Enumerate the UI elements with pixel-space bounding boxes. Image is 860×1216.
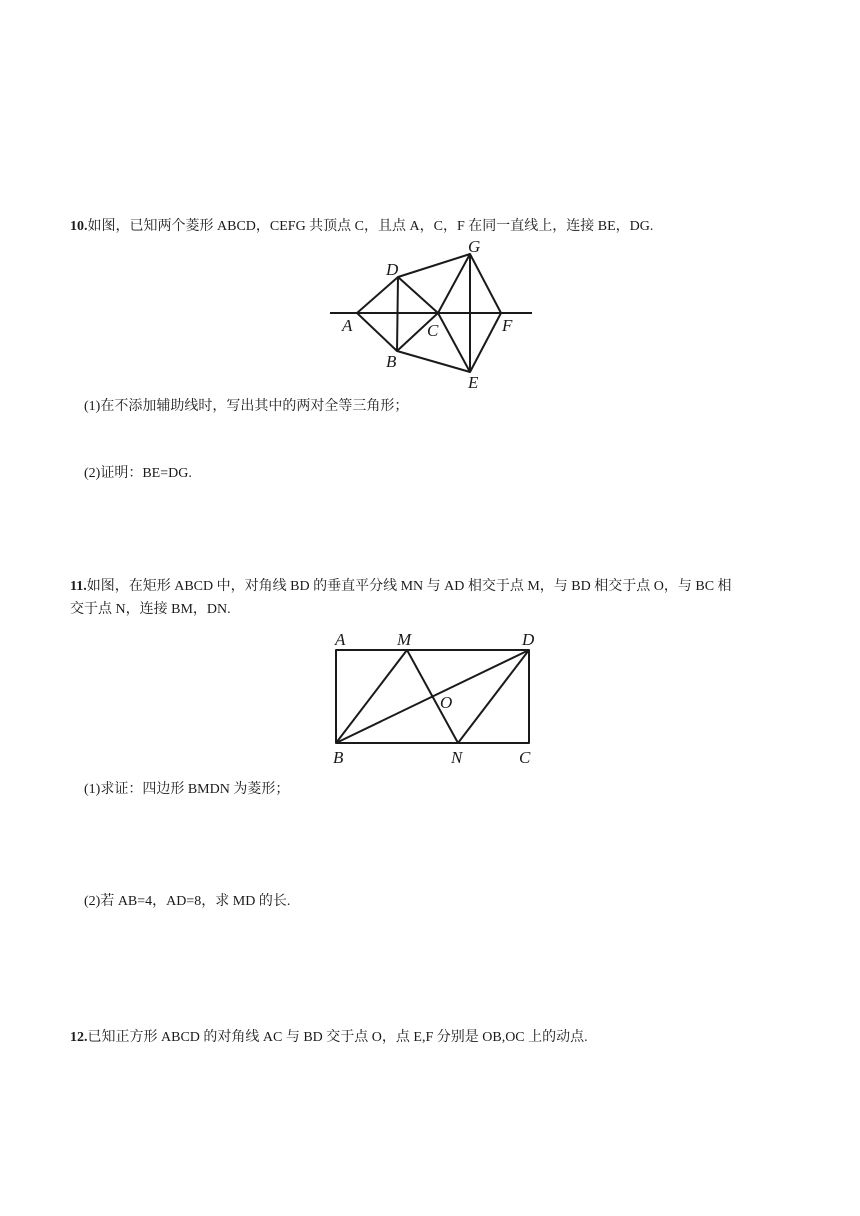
label-g: G (468, 237, 481, 256)
q11-part2: (2)若 AB=4，AD=8，求 MD 的长. (84, 894, 291, 909)
q11-text-line1: 如图，在矩形 ABCD 中，对角线 BD 的垂直平分线 MN 与 AD 相交于点 M，与 BD 相交于点 O，与 BC 相 (86, 579, 732, 594)
segment-nd (458, 650, 529, 743)
label-a: A (342, 316, 353, 335)
label-c: C (519, 748, 531, 767)
q11-statement-line1 (70, 577, 732, 597)
q10-figure (320, 234, 540, 394)
q10-text: 如图，已知两个菱形 ABCD，CEFG 共顶点 C，且点 A，C，F 在同一直线上，连接 BE，DG. (87, 219, 654, 234)
label-b: B (386, 352, 397, 371)
q11-number: 11. (70, 579, 87, 594)
label-a: A (335, 630, 346, 649)
label-e: E (468, 373, 479, 392)
label-d: D (386, 260, 399, 279)
q10-part1: (1)在不添加辅助线时，写出其中的两对全等三角形； (84, 399, 409, 414)
label-f: F (502, 316, 513, 335)
label-c: C (427, 321, 439, 340)
rectangle-rhombus-diagram (325, 626, 545, 771)
q11-part1: (1)求证：四边形 BMDN 为菱形； (84, 782, 290, 797)
q12-statement (70, 1028, 588, 1048)
q12-number: 12. (70, 1030, 88, 1045)
q12-text: 已知正方形 ABCD 的对角线 AC 与 BD 交于点 O，点 E,F 分别是 OB,OC 上的动点. (87, 1030, 588, 1045)
segment-be (397, 351, 470, 372)
q10-number: 10. (70, 219, 88, 234)
two-rhombus-diagram (320, 234, 540, 394)
label-n: N (451, 748, 463, 767)
q11-figure (325, 626, 545, 771)
label-b: B (333, 748, 344, 767)
label-d: D (522, 630, 535, 649)
q11-text-line2: 交于点 N，连接 BM，DN. (70, 602, 231, 617)
segment-db (397, 277, 398, 351)
label-o: O (440, 693, 453, 712)
q10-part2: (2)证明：BE=DG. (84, 466, 192, 481)
segment-bm (336, 650, 407, 743)
label-m: M (397, 630, 412, 649)
